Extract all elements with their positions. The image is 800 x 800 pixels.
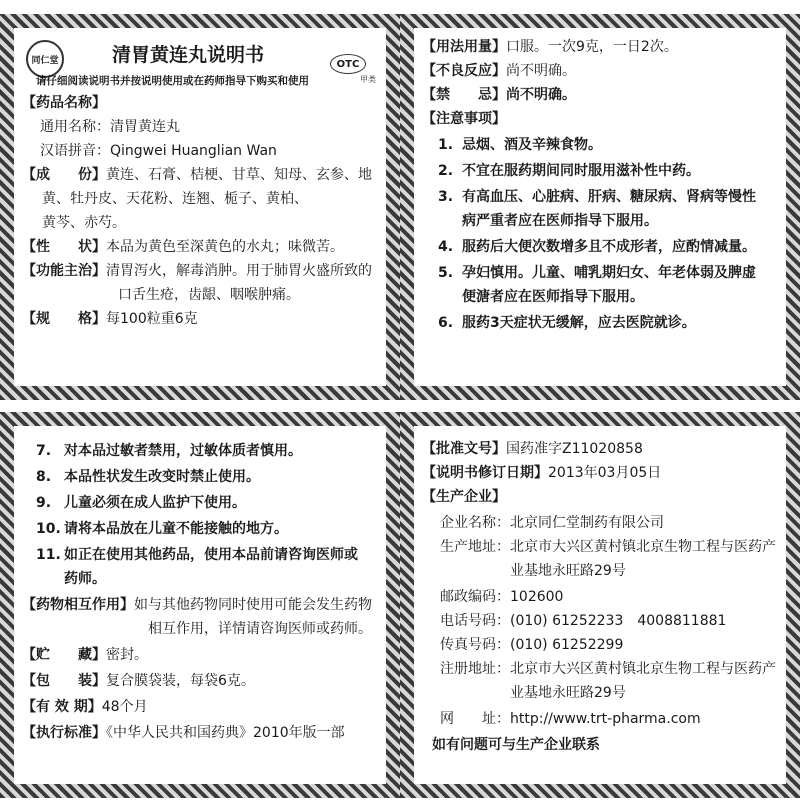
contact-note: 如有问题可与生产企业联系 <box>432 737 600 753</box>
panel-top-right <box>400 14 800 400</box>
postcode: 邮政编码：102600 <box>440 589 564 605</box>
spec-text: 每100粒重6克 <box>106 311 198 327</box>
storage-label: 【贮 藏】 <box>22 647 106 663</box>
note-5: 5. 孕妇慎用。儿童、哺乳期妇女、年老体弱及脾虚 <box>438 265 756 281</box>
generic-name: 通用名称：清胃黄连丸 <box>40 119 180 135</box>
panel-top-left <box>0 14 400 400</box>
interaction-label: 【药物相互作用】 <box>22 597 134 613</box>
function-label: 【功能主治】 <box>22 263 106 279</box>
reg-address-line2: 业基地永旺路29号 <box>510 685 626 701</box>
ingredients-line2: 黄、牡丹皮、天花粉、连翘、栀子、黄柏、 <box>42 191 308 207</box>
company-name: 企业名称：北京同仁堂制药有限公司 <box>440 515 664 531</box>
address-line1: 生产地址：北京市大兴区黄村镇北京生物工程与医药产 <box>440 539 776 555</box>
character-text: 本品为黄色至深黄色的水丸；味微苦。 <box>106 239 344 255</box>
note-1: 1. 忌烟、酒及辛辣食物。 <box>438 137 602 153</box>
usage-label: 【用法用量】 <box>422 39 506 55</box>
usage-text: 口服。一次9克，一日2次。 <box>506 39 678 55</box>
manufacturer-label: 【生产企业】 <box>422 489 506 505</box>
otc-class: 甲类 <box>360 75 376 84</box>
validity-text: 48个月 <box>101 699 148 715</box>
ingredients-line1: 黄连、石膏、桔梗、甘草、知母、玄参、地 <box>106 167 372 183</box>
document-title: 清胃黄连丸说明书 <box>112 44 265 66</box>
note-10: 10. 请将本品放在儿童不能接触的地方。 <box>36 521 288 537</box>
approval-text: 国药准字Z11020858 <box>506 441 643 457</box>
note-11-cont: 药师。 <box>64 571 106 587</box>
adverse-text: 尚不明确。 <box>506 63 576 79</box>
panel-bottom-right <box>400 412 800 798</box>
package-text: 复合膜袋装，每袋6克。 <box>106 673 255 689</box>
validity-label: 【有 效 期】 <box>22 699 102 715</box>
function-line2: 口舌生疮，齿龈、咽喉肿痛。 <box>118 287 300 303</box>
package-label: 【包 装】 <box>22 673 106 689</box>
contra-label: 【禁 忌】 <box>422 87 506 103</box>
note-2: 2. 不宜在服药期间同时服用滋补性中药。 <box>438 163 700 179</box>
otc-badge: OTC <box>330 54 366 74</box>
character-label: 【性 状】 <box>22 239 106 255</box>
note-11: 11. 如正在使用其他药品，使用本品前请咨询医师或 <box>36 547 358 563</box>
note-9: 9. 儿童必须在成人监护下使用。 <box>36 495 246 511</box>
interaction-line2: 相互作用，详情请咨询医师或药师。 <box>148 621 372 637</box>
panel-bottom-left <box>0 412 400 798</box>
pinyin-name: 汉语拼音：Qingwei Huanglian Wan <box>40 143 277 159</box>
adverse-label: 【不良反应】 <box>422 63 506 79</box>
reg-address-line1: 注册地址：北京市大兴区黄村镇北京生物工程与医药产 <box>440 661 776 677</box>
contra-text: 尚不明确。 <box>506 87 576 103</box>
function-line1: 清胃泻火，解毒消肿。用于肺胃火盛所致的 <box>106 263 372 279</box>
logo-text: 同仁堂 <box>31 55 59 66</box>
note-6: 6. 服药3天症状无缓解，应去医院就诊。 <box>438 315 696 331</box>
note-8: 8. 本品性状发生改变时禁止使用。 <box>36 469 260 485</box>
fax: 传真号码：(010) 61252299 <box>440 637 624 653</box>
address-line2: 业基地永旺路29号 <box>510 563 626 579</box>
interaction-line1: 如与其他药物同时使用可能会发生药物 <box>134 597 372 613</box>
note-3: 3. 有高血压、心脏病、肝病、糖尿病、肾病等慢性 <box>438 189 756 205</box>
standard-label: 【执行标准】 <box>22 725 106 741</box>
phone: 电话号码：(010) 61252233 4008811881 <box>440 613 727 629</box>
notes-label: 【注意事项】 <box>422 111 506 127</box>
name-header: 【药品名称】 <box>22 95 106 111</box>
spec-label: 【规 格】 <box>22 311 106 327</box>
ingredients-line3: 黄芩、赤芍。 <box>42 215 126 231</box>
note-3-cont: 病严重者应在医师指导下服用。 <box>462 213 658 229</box>
revision-label: 【说明书修订日期】 <box>422 465 548 481</box>
note-5-cont: 便溏者应在医师指导下服用。 <box>462 289 644 305</box>
website: 网 址：http://www.trt-pharma.com <box>440 711 701 727</box>
standard-text: 《中华人民共和国药典》2010年版一部 <box>106 725 345 741</box>
note-4: 4. 服药后大便次数增多且不成形者，应酌情减量。 <box>438 239 756 255</box>
storage-text: 密封。 <box>106 647 148 663</box>
revision-text: 2013年03月05日 <box>548 465 662 481</box>
subtitle: 请仔细阅读说明书并按说明使用或在药师指导下购买和使用 <box>36 75 309 87</box>
approval-label: 【批准文号】 <box>422 441 506 457</box>
note-7: 7. 对本品过敏者禁用，过敏体质者慎用。 <box>36 443 302 459</box>
ingredients-label: 【成 份】 <box>22 167 106 183</box>
